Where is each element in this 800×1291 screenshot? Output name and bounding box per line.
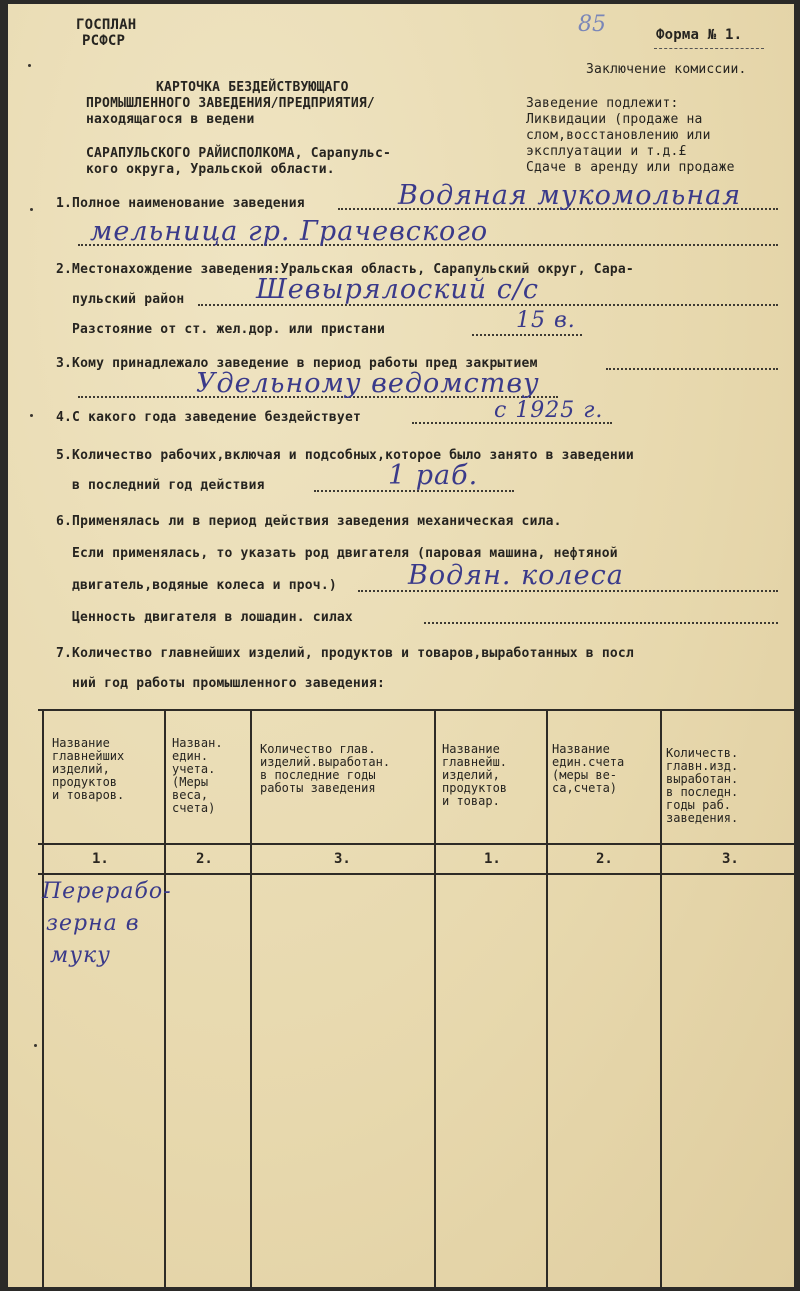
table-header-unit-2: Название един.счета (меры ве- са,счета) [552,742,625,795]
field5-handwritten-value: 1 раб. [388,460,479,491]
field7-label-cont: ний год работы промышленного заведения: [72,676,386,691]
punch-mark [30,208,33,211]
field2-distance-value: 15 в. [516,308,576,333]
card-title-line: находящагося в ведени [86,112,255,127]
table-number-row-border [38,873,794,875]
table-col-number: 1. [484,851,501,867]
field2-handwritten-value: Шевырялоский с/с [256,274,540,305]
punch-mark [28,64,31,67]
field3-handwritten-value: Удельному ведомству [196,368,540,399]
commission-line: слом,восстановлению или [526,128,711,143]
table-header-quantity: Количество глав. изделий.выработан. в последние годы работы заведения [260,742,391,795]
authority-line: САРАПУЛЬСКОГО РАЙИСПОЛКОМА, Сарапульс- [86,146,392,161]
table-header-quantity-2: Количеств. главн.изд. выработан. в последн. годы раб. заведения. [666,746,739,825]
form-label: Форма № 1. [656,27,743,43]
commission-line: Сдаче в аренду или продаже [526,160,735,175]
table-col-border [546,709,548,1287]
archive-number-stamp: 85 [578,12,606,37]
field7-label: 7.Количество главнейших изделий, продуктов и товаров,выработанных в посл [56,646,634,661]
commission-line: эксплуатации и т.д.£ [526,144,687,159]
table-header-product-name-2: Название главнейш. изделий, продуктов и товар. [442,742,508,808]
commission-line: Ликвидации (продаже на [526,112,703,127]
field2-label-cont: пульский район [72,292,185,307]
table-col-border [42,709,44,1287]
commission-line: Заведение подлежит: [526,96,679,111]
products-table [38,709,794,1287]
table-handwritten-entry: муку [50,943,111,968]
card-title-line: КАРТОЧКА БЕЗДЕЙСТВУЮЩАГО [156,80,349,95]
field6-handwritten-value: Водян. колеса [408,560,624,591]
table-col-border [164,709,166,1287]
table-col-number: 1. [92,851,109,867]
field5-label-cont: в последний год действия [72,478,265,493]
field6-dotted-line2 [424,622,778,624]
table-col-number: 2. [596,851,613,867]
table-header-unit: Назван. един. учета. (Меры веса, счета) [172,736,223,815]
table-handwritten-entry: Перерабо- [42,879,172,904]
field6-label-cont2: двигатель,водяные колеса и проч.) [72,578,337,593]
authority-line: кого округа, Уральской области. [86,162,335,177]
document-sheet [8,4,794,1287]
commission-title: Заключение комиссии. [586,62,747,77]
field4-handwritten-value: с 1925 г. [494,398,604,423]
field6-label-cont: Если применялась, то указать род двигателя (паровая машина, нефтяной [72,546,618,561]
field3-label: 3.Кому принадлежало заведение в период работы пред закрытием [56,356,538,371]
punch-mark [30,414,33,417]
org-line1: ГОСПЛАН [76,17,137,33]
field2-distance-dotted-line [472,334,582,336]
field6-label: 6.Применялась ли в период действия заведения механическая сила. [56,514,562,529]
punch-mark [34,1044,37,1047]
org-line2: РСФСР [82,33,126,49]
card-title-line: ПРОМЫШЛЕННОГО ЗАВЕДЕНИЯ/ПРЕДПРИЯТИЯ/ [86,96,375,111]
table-top-border [38,709,794,711]
table-col-border [660,709,662,1287]
table-handwritten-entry: зерна в [46,911,140,936]
field1-handwritten-value: Водяная мукомольная [398,180,742,211]
table-header-product-name: Название главнейших изделий, продуктов и товаров. [52,736,125,802]
table-header-border [38,843,794,845]
field3-dotted-line [606,368,778,370]
field1-label: 1.Полное наименование заведения [56,196,305,211]
field5-label: 5.Количество рабочих,включая и подсобных,которое было занято в заведении [56,448,634,463]
field6-label-cont3: Ценность двигателя в лошадин. силах [72,610,353,625]
table-col-border [250,709,252,1287]
field2-label: 2.Местонахождение заведения:Уральская область, Сарапульский округ, Сара- [56,262,634,277]
field4-label: 4.С какого года заведение бездействует [56,410,362,425]
field1-handwritten-value2: мельница гр. Грачевского [90,216,489,247]
table-col-number: 3. [722,851,739,867]
field2-distance-label: Разстояние от ст. жел.дор. или пристани [72,322,386,337]
table-col-number: 2. [196,851,213,867]
form-underline [654,48,764,49]
table-col-number: 3. [334,851,351,867]
table-col-border [434,709,436,1287]
